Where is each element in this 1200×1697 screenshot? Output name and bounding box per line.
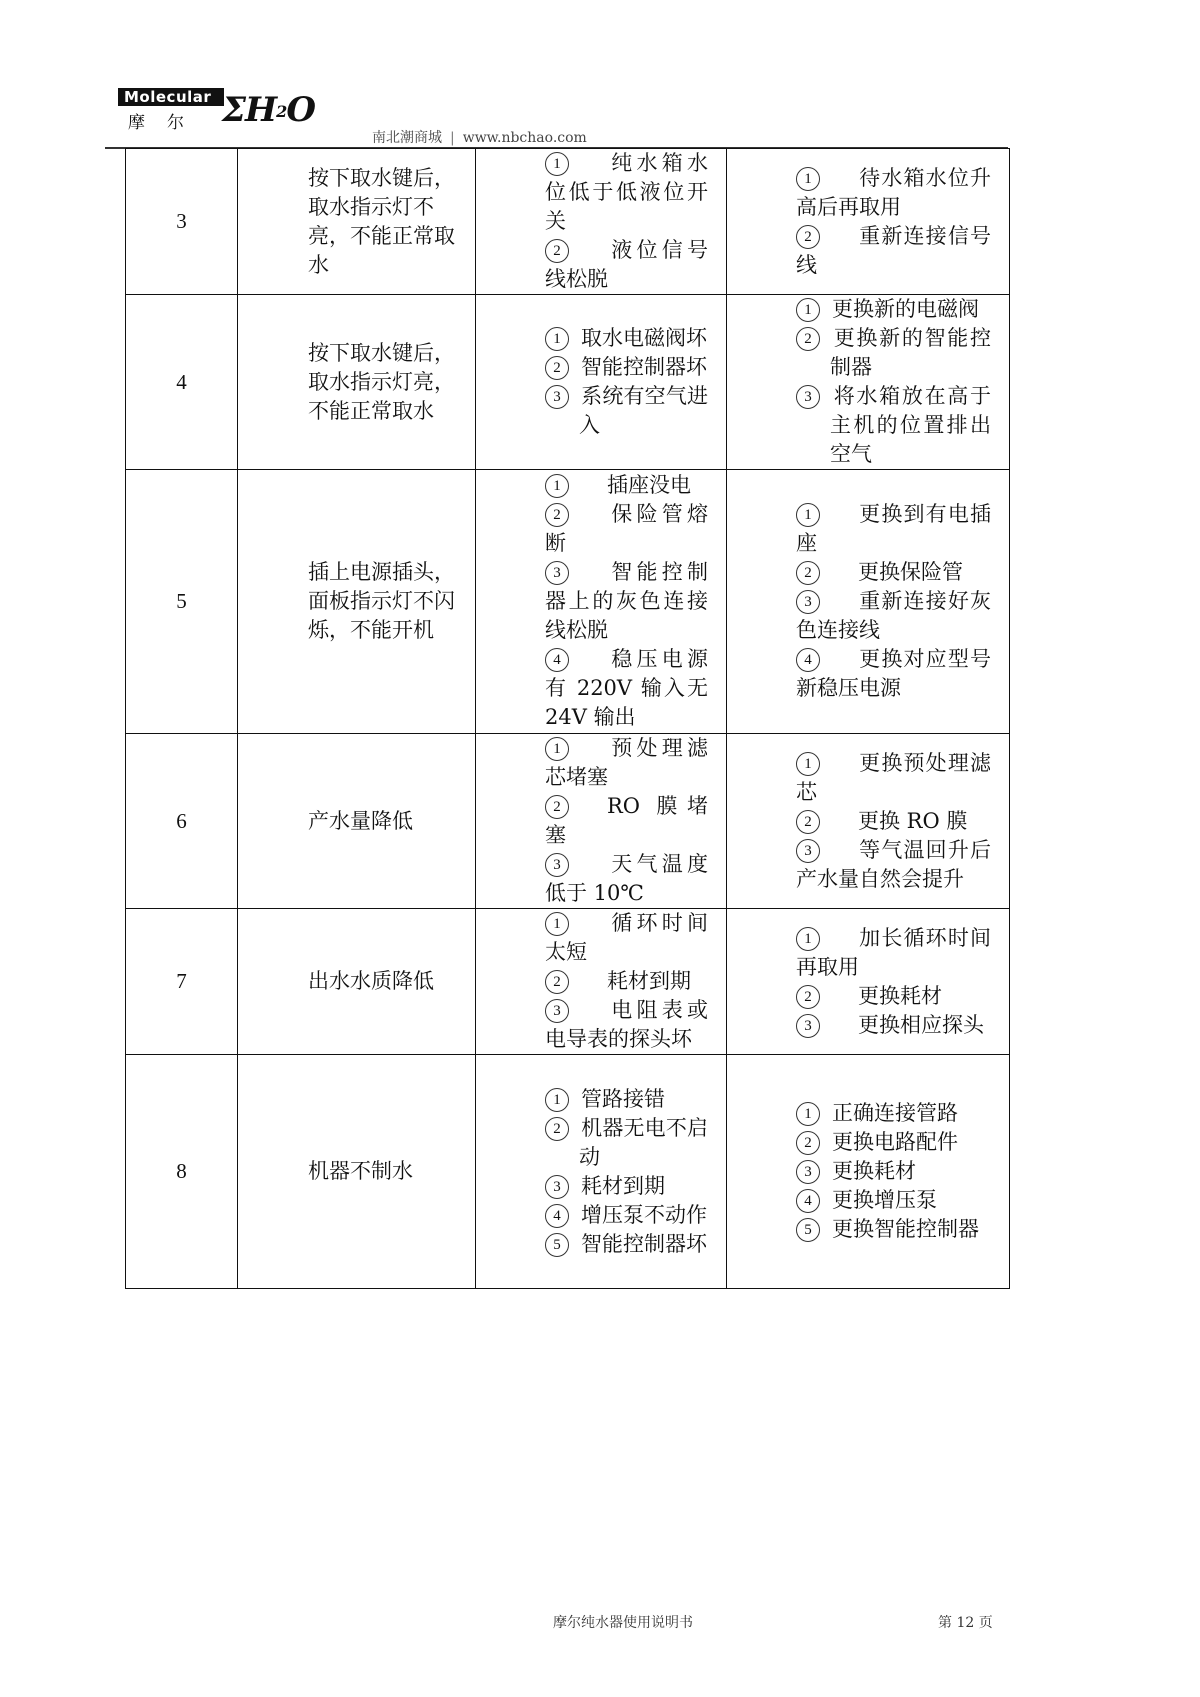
cause-item	[545, 850, 708, 908]
fix-item	[796, 500, 991, 558]
cause-text: 耗材到期	[607, 969, 691, 993]
cause-cell	[476, 295, 727, 470]
fix-cell	[727, 149, 1010, 295]
circled-number-icon: 4	[545, 648, 569, 672]
fix-item	[796, 1215, 991, 1244]
cause-text: 智能控制器坏	[581, 1231, 707, 1256]
circled-number-icon: 2	[796, 1131, 820, 1155]
fix-text: 将水箱放在高于主机的位置排出空气	[830, 384, 991, 466]
fix-text: 更换对应型号新稳压电源	[796, 647, 991, 700]
fix-item	[796, 164, 991, 222]
row-number: 7	[126, 909, 238, 1055]
troubleshooting-table	[125, 148, 1010, 1289]
cause-text: 智能控制器坏	[581, 355, 707, 379]
circled-number-icon: 3	[796, 1014, 820, 1038]
circled-number-icon: 4	[545, 1204, 569, 1228]
circled-number-icon: 1	[545, 474, 569, 498]
circled-number-icon: 4	[796, 648, 820, 672]
row-number: 6	[126, 734, 238, 909]
circled-number-icon: 2	[796, 985, 820, 1009]
logo-mark: $\Sigma H_2O$	[222, 90, 315, 130]
footer-page-number: 第 12 页	[938, 1615, 993, 1631]
fix-item	[796, 749, 991, 807]
fix-item	[796, 1128, 991, 1157]
cause-text: 智能控制器上的灰色连接线松脱	[545, 560, 708, 642]
cause-text: 天气温度低于 10℃	[545, 852, 708, 905]
circled-number-icon: 1	[796, 503, 820, 527]
circled-number-icon: 2	[545, 1117, 569, 1141]
fix-text: 更换耗材	[832, 1159, 916, 1183]
fix-text: 更换电路配件	[832, 1130, 958, 1154]
table-row	[126, 1055, 1010, 1289]
cause-text: 机器无电不启动	[579, 1115, 708, 1169]
symptom-cell: 插上电源插头，面板指示灯不闪烁，不能开机	[238, 470, 476, 734]
circled-number-icon: 3	[545, 999, 569, 1023]
symptom-cell: 产水量降低	[238, 734, 476, 909]
circled-number-icon: 3	[796, 839, 820, 863]
cause-item	[545, 1114, 708, 1172]
cause-item	[545, 909, 708, 967]
cause-item	[545, 996, 708, 1054]
fix-item	[796, 382, 991, 469]
fix-item	[796, 924, 991, 982]
circled-number-icon: 3	[545, 853, 569, 877]
table-row	[126, 470, 1010, 734]
cause-item	[545, 500, 708, 558]
cause-item	[545, 324, 708, 353]
cause-item	[545, 236, 708, 294]
brand-logo	[118, 88, 318, 140]
row-number: 5	[126, 470, 238, 734]
fix-text: 更换新的智能控制器	[830, 326, 991, 379]
cause-item	[545, 967, 708, 996]
symptom-cell: 机器不制水	[238, 1055, 476, 1289]
fix-item	[796, 324, 991, 382]
fix-text: 更换智能控制器	[832, 1217, 979, 1241]
logo-text-en: Molecular	[118, 88, 224, 106]
divider: |	[450, 130, 455, 146]
symptom-cell: 出水水质降低	[238, 909, 476, 1055]
fix-text: 更换耗材	[858, 983, 942, 1008]
fix-text: 重新连接好灰色连接线	[796, 589, 991, 642]
cause-text: 取水电磁阀坏	[581, 326, 707, 350]
circled-number-icon: 3	[796, 590, 820, 614]
cause-item	[545, 1201, 708, 1230]
table-row	[126, 909, 1010, 1055]
cause-text: 纯水箱水位低于低液位开关	[545, 151, 708, 233]
circled-number-icon: 1	[545, 327, 569, 351]
circled-number-icon: 5	[796, 1218, 820, 1242]
footer-doc-title: 摩尔纯水器使用说明书	[553, 1615, 693, 1631]
cause-text: 管路接错	[581, 1086, 665, 1111]
cause-text: 预处理滤芯堵塞	[545, 736, 708, 789]
fix-item	[796, 836, 991, 894]
circled-number-icon: 2	[545, 795, 569, 819]
circled-number-icon: 1	[796, 927, 820, 951]
circled-number-icon: 1	[796, 1102, 820, 1126]
row-number: 8	[126, 1055, 238, 1289]
circled-number-icon: 1	[545, 1088, 569, 1112]
fix-text: 更换新的电磁阀	[832, 297, 979, 321]
circled-number-icon: 4	[796, 1189, 820, 1213]
cause-text: RO 膜堵塞	[545, 794, 708, 847]
circled-number-icon: 1	[545, 152, 569, 176]
cause-text: 保险管熔断	[545, 502, 708, 555]
cause-item	[545, 734, 708, 792]
cause-item	[545, 149, 708, 236]
cause-text: 稳压电源有 220V 输入无 24V 输出	[545, 647, 708, 729]
symptom-cell: 按下取水键后，取水指示灯亮，不能正常取水	[238, 295, 476, 470]
cause-cell	[476, 1055, 727, 1289]
fix-item	[796, 558, 991, 587]
fix-item	[796, 982, 991, 1011]
circled-number-icon: 1	[545, 737, 569, 761]
fix-item	[796, 1011, 991, 1040]
fix-item	[796, 1186, 991, 1215]
circled-number-icon: 3	[545, 561, 569, 585]
cause-cell	[476, 909, 727, 1055]
fix-item	[796, 222, 991, 280]
cause-item	[545, 471, 708, 500]
cause-item	[545, 353, 708, 382]
site-url: www.nbchao.com	[462, 130, 587, 146]
logo-text-cn: 摩尔	[128, 113, 206, 133]
fix-text: 重新连接信号线	[796, 223, 991, 277]
fix-text: 更换 RO 膜	[858, 808, 968, 833]
fix-item	[796, 645, 991, 703]
fix-text: 更换增压泵	[832, 1188, 937, 1212]
cause-text: 液位信号线松脱	[545, 238, 708, 291]
fix-text: 待水箱水位升高后再取用	[796, 165, 991, 219]
cause-text: 耗材到期	[581, 1173, 665, 1198]
cause-item	[545, 1085, 708, 1114]
fix-text: 更换相应探头	[858, 1012, 984, 1037]
table-row	[126, 734, 1010, 909]
fix-text: 加长循环时间再取用	[796, 925, 991, 979]
fix-cell	[727, 734, 1010, 909]
fix-cell	[727, 1055, 1010, 1289]
circled-number-icon: 2	[545, 356, 569, 380]
fix-text: 更换到有电插座	[796, 502, 991, 555]
cause-text: 增压泵不动作	[581, 1202, 707, 1227]
row-number: 4	[126, 295, 238, 470]
fix-cell	[727, 909, 1010, 1055]
circled-number-icon: 1	[545, 912, 569, 936]
cause-text: 系统有空气进入	[579, 384, 708, 437]
cause-text: 电阻表或电导表的探头坏	[545, 998, 708, 1051]
circled-number-icon: 3	[545, 385, 569, 409]
row-number: 3	[126, 149, 238, 295]
circled-number-icon: 5	[545, 1233, 569, 1257]
circled-number-icon: 2	[545, 239, 569, 263]
circled-number-icon: 3	[545, 1175, 569, 1199]
fix-text: 正确连接管路	[832, 1101, 958, 1125]
cause-item	[545, 1172, 708, 1201]
fix-item	[796, 807, 991, 836]
circled-number-icon: 1	[796, 752, 820, 776]
fix-cell	[727, 470, 1010, 734]
symptom-cell: 按下取水键后，取水指示灯不亮，不能正常取水	[238, 149, 476, 295]
cause-item	[545, 382, 708, 440]
cause-cell	[476, 734, 727, 909]
cause-item	[545, 1230, 708, 1259]
circled-number-icon: 2	[796, 327, 820, 351]
fix-text: 更换预处理滤芯	[796, 750, 991, 804]
site-header	[372, 127, 587, 147]
circled-number-icon: 1	[796, 298, 820, 322]
circled-number-icon: 2	[796, 810, 820, 834]
fix-item	[796, 295, 991, 324]
circled-number-icon: 1	[796, 167, 820, 191]
fix-item	[796, 1099, 991, 1128]
fix-cell	[727, 295, 1010, 470]
circled-number-icon: 2	[796, 225, 820, 249]
cause-cell	[476, 149, 727, 295]
circled-number-icon: 2	[796, 561, 820, 585]
cause-item	[545, 645, 708, 732]
cause-cell	[476, 470, 727, 734]
fix-text: 更换保险管	[858, 560, 963, 584]
table-row	[126, 295, 1010, 470]
fix-item	[796, 1157, 991, 1186]
circled-number-icon: 2	[545, 970, 569, 994]
cause-item	[545, 792, 708, 850]
cause-text: 插座没电	[607, 473, 691, 497]
fix-item	[796, 587, 991, 645]
cause-text: 循环时间太短	[545, 911, 708, 964]
table-row	[126, 149, 1010, 295]
circled-number-icon: 3	[796, 385, 820, 409]
circled-number-icon: 3	[796, 1160, 820, 1184]
cause-item	[545, 558, 708, 645]
site-name: 南北潮商城	[372, 130, 442, 146]
fix-text: 等气温回升后产水量自然会提升	[796, 837, 991, 891]
circled-number-icon: 2	[545, 503, 569, 527]
